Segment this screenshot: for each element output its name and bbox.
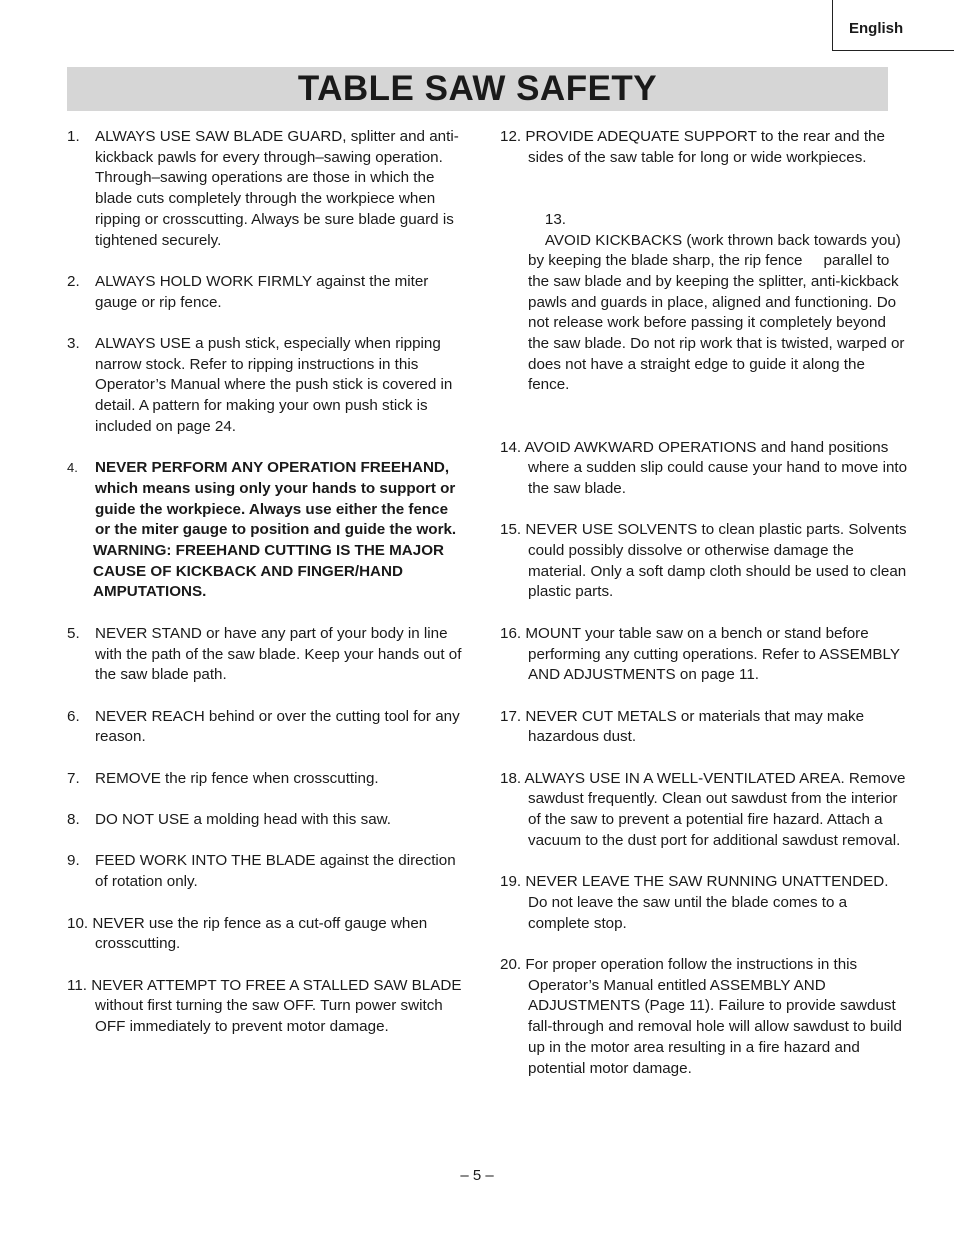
safety-item-20 [500, 955, 910, 1079]
left-column [67, 127, 467, 1058]
item-text: ALWAYS USE IN A WELL-VENTILATED AREA. Remove sawdust frequently. Clean out sawdust from the interior of the saw to prevent a potential fire hazard. Attach a vacuum to the dust port for additional sawdust removal. [524, 769, 906, 849]
item-text: For proper operation follow the instructions in this Operator’s Manual entitled ASSEMBLY AND ADJUSTMENTS (Page 11). Failure to provide sawdust fall-through and removal hole will allow sawdust to build up in the motor area resulting in a fire hazard and potential motor damage. [525, 956, 902, 1077]
item-number: 10. [67, 914, 89, 932]
safety-item-1 [67, 127, 467, 251]
item-text: NEVER REACH behind or over the cutting tool for any reason. [95, 707, 460, 746]
item-text: NEVER ATTEMPT TO FREE A STALLED SAW BLADE without first turning the saw OFF. Turn power switch OFF immediately to prevent motor damage. [91, 976, 462, 1036]
safety-item-12 [500, 127, 910, 168]
item-number: 13. [544, 210, 567, 228]
safety-item-7 [67, 769, 467, 790]
item-text: PROVIDE ADEQUATE SUPPORT to the rear and the sides of the saw table for long or wide workpieces. [525, 128, 885, 166]
safety-item-6 [67, 707, 467, 748]
item-text: ALWAYS USE a push stick, especially when ripping narrow stock. Refer to ripping instructions in this Operator’s Manual where the push stick is covered in detail. A pattern for making your own push stick is included on page 24. [95, 335, 453, 435]
item-text: NEVER PERFORM ANY OPERATION FREEHAND, which means using only your hands to support or guide the workpiece. Always use either the fence or the miter gauge to position and guide the work. [95, 459, 457, 539]
safety-item-19 [500, 872, 910, 934]
safety-item-4 [67, 458, 467, 603]
language-label: English [849, 20, 904, 37]
safety-item-2 [67, 272, 467, 313]
item-text: FEED WORK INTO THE BLADE against the direction of rotation only. [95, 852, 456, 891]
safety-item-13 [500, 189, 910, 417]
item-number: 4. [67, 460, 78, 476]
item-number: 9. [67, 852, 80, 870]
safety-item-5 [67, 624, 467, 686]
item-text: AVOID AWKWARD OPERATIONS and hand positions where a sudden slip could cause your hand to move into the saw blade. [524, 438, 908, 497]
safety-item-9 [67, 851, 467, 892]
item-number: 19. [500, 873, 522, 891]
item-text: ALWAYS USE SAW BLADE GUARD, splitter and anti-kickback pawls for every through–sawing operation. Through–sawing operations are those in which the blade cuts completely through the workpiece when ripping or crosscutting. Always be sure blade guard is tightened securely. [95, 128, 459, 249]
safety-item-15 [500, 520, 910, 603]
item-text: DO NOT USE a molding head with this saw. [95, 811, 391, 829]
safety-item-17 [500, 707, 910, 748]
item-number: 6. [67, 707, 80, 725]
item-number: 12. [500, 128, 522, 145]
page-title: TABLE SAW SAFETY [297, 69, 658, 108]
item-number: 1. [67, 128, 80, 145]
item-text: MOUNT your table saw on a bench or stand before performing any cutting operations. Refer to ASSEMBLY AND ADJUSTMENTS on page 11. [525, 624, 900, 684]
item-text: NEVER use the rip fence as a cut-off gauge when crosscutting. [92, 914, 428, 953]
item-text: NEVER LEAVE THE SAW RUNNING UNATTENDED. Do not leave the saw until the blade comes to a complete stop. [525, 873, 889, 932]
item-number: 18. [500, 769, 522, 787]
item-number: 2. [67, 272, 80, 290]
item-number: 16. [500, 624, 522, 642]
item-number: 3. [67, 335, 80, 352]
item-number: 11. [67, 976, 87, 994]
safety-item-16 [500, 624, 910, 686]
page-number: – 5 – [460, 1167, 494, 1184]
safety-item-14 [500, 438, 910, 500]
safety-item-3 [67, 334, 467, 438]
item-number: 8. [67, 811, 80, 829]
language-tab [832, 0, 954, 51]
item-text: ALWAYS HOLD WORK FIRMLY against the miter gauge or rip fence. [95, 272, 429, 311]
item-text: NEVER USE SOLVENTS to clean plastic parts. Solvents could possibly dissolve or otherwise damage the material. Only a soft damp cloth should be used to clean plastic parts. [525, 521, 907, 601]
item-number: 15. [500, 521, 522, 539]
freehand-warning: WARNING: FREEHAND CUTTING IS THE MAJOR CAUSE OF KICKBACK AND FINGER/HAND AMPUTATIONS. [93, 542, 444, 601]
title-banner [67, 67, 888, 111]
item-text: AVOID KICKBACKS (work thrown back towards you) by keeping the blade sharp, the rip fence parallel to the saw blade and by keeping the splitter, anti-kickback pawls and guards in place, aligned and functioning. Do not release work before passing it completely beyond the saw blade. Do not rip work that is twisted, warped or does not have a straight edge to guide it along the fence. [528, 231, 909, 394]
safety-item-10 [67, 914, 467, 955]
item-number: 5. [67, 624, 80, 642]
item-number: 14. [500, 438, 522, 456]
item-text: REMOVE the rip fence when crosscutting. [95, 769, 379, 787]
item-number: 7. [67, 769, 80, 787]
item-number: 17. [500, 707, 522, 725]
safety-item-18 [500, 769, 910, 852]
item-number: 20. [500, 956, 522, 973]
right-column [500, 127, 910, 1100]
item-text: NEVER CUT METALS or materials that may make hazardous dust. [525, 707, 865, 746]
safety-item-11 [67, 976, 467, 1038]
safety-item-8 [67, 810, 467, 831]
item-text: NEVER STAND or have any part of your body in line with the path of the saw blade. Keep your hands out of the saw blade path. [95, 624, 462, 684]
